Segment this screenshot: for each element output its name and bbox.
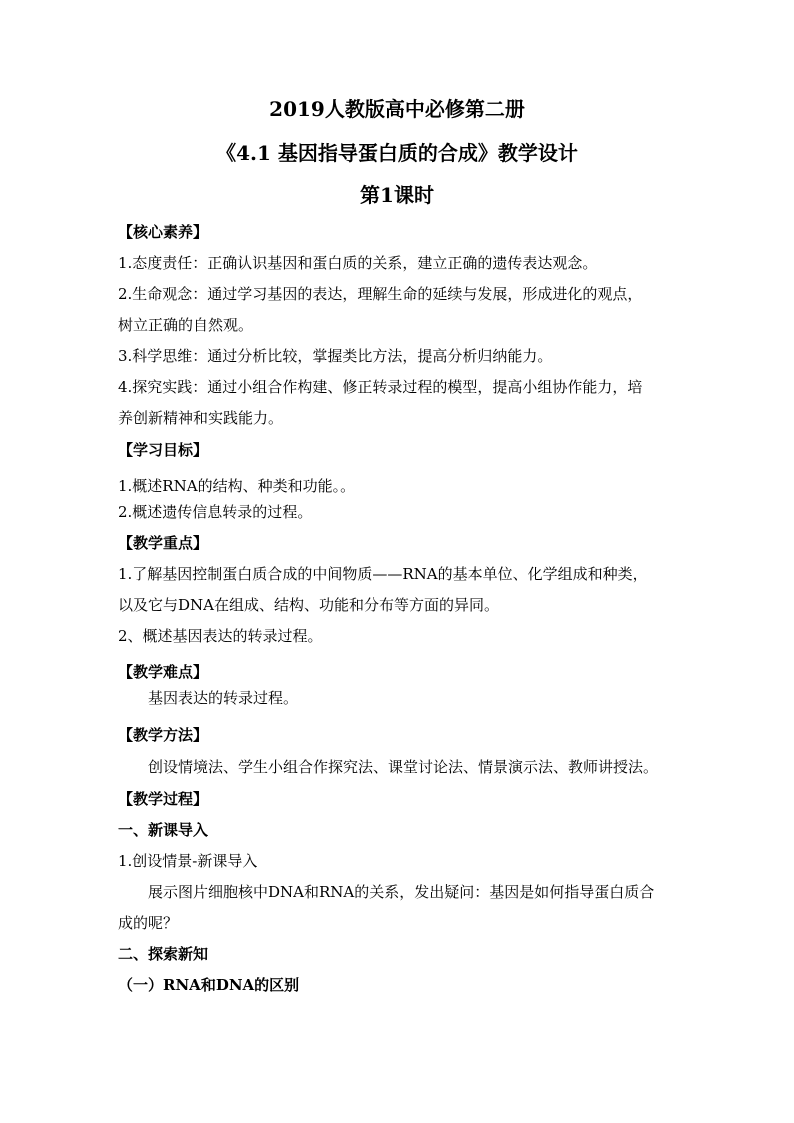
objective-item-2: 2.概述遗传信息转录的过程。 <box>118 503 313 521</box>
process-section-1-text-line-2: 成的呢？ <box>118 914 179 932</box>
core-literacy-item-4-line-1: 4.探究实践：通过小组合作构建、修正转录过程的模型，提高小组协作能力，培 <box>118 378 643 396</box>
heading-teaching-process: 【教学过程】 <box>118 790 209 808</box>
teaching-methods-text: 创设情境法、学生小组合作探究法、课堂讨论法、情景演示法、教师讲授法。 <box>148 758 659 776</box>
key-point-item-1-line-1: 1.了解基因控制蛋白质合成的中间物质——RNA的基本单位、化学组成和种类， <box>118 565 648 583</box>
heading-learning-objectives: 【学习目标】 <box>118 441 209 459</box>
heading-teaching-methods: 【教学方法】 <box>118 726 209 744</box>
heading-core-literacy: 【核心素养】 <box>118 223 209 241</box>
process-section-2-subheading: （一）RNA和DNA的区别 <box>118 976 300 994</box>
document-title-period: 第1课时 <box>360 183 434 207</box>
difficulties-text: 基因表达的转录过程。 <box>148 689 299 707</box>
core-literacy-item-1: 1.态度责任：正确认识基因和蛋白质的关系，建立正确的遗传表达观念。 <box>118 254 598 272</box>
process-section-1-item: 1.创设情景-新课导入 <box>118 852 258 870</box>
process-section-2-heading: 二、探索新知 <box>118 945 209 963</box>
core-literacy-item-2-line-1: 2.生命观念：通过学习基因的表达，理解生命的延续与发展，形成进化的观点， <box>118 285 643 303</box>
heading-difficulties: 【教学难点】 <box>118 663 209 681</box>
process-section-1-text-line-1: 展示图片细胞核中DNA和RNA的关系，发出疑问：基因是如何指导蛋白质合 <box>148 883 655 901</box>
document-title-textbook: 2019人教版高中必修第二册 <box>269 97 525 121</box>
core-literacy-item-2-line-2: 树立正确的自然观。 <box>118 316 254 334</box>
key-point-item-2: 2、概述基因表达的转录过程。 <box>118 627 323 645</box>
document-title-lesson: 《4.1 基因指导蛋白质的合成》教学设计 <box>216 141 578 165</box>
core-literacy-item-4-line-2: 养创新精神和实践能力。 <box>118 409 284 427</box>
process-section-1-heading: 一、新课导入 <box>118 821 209 839</box>
heading-key-points: 【教学重点】 <box>118 534 209 552</box>
objective-item-1: 1.概述RNA的结构、种类和功能。。 <box>118 477 356 495</box>
key-point-item-1-line-2: 以及它与DNA在组成、结构、功能和分布等方面的异同。 <box>118 596 499 614</box>
core-literacy-item-3: 3.科学思维：通过分析比较，掌握类比方法，提高分析归纳能力。 <box>118 347 553 365</box>
